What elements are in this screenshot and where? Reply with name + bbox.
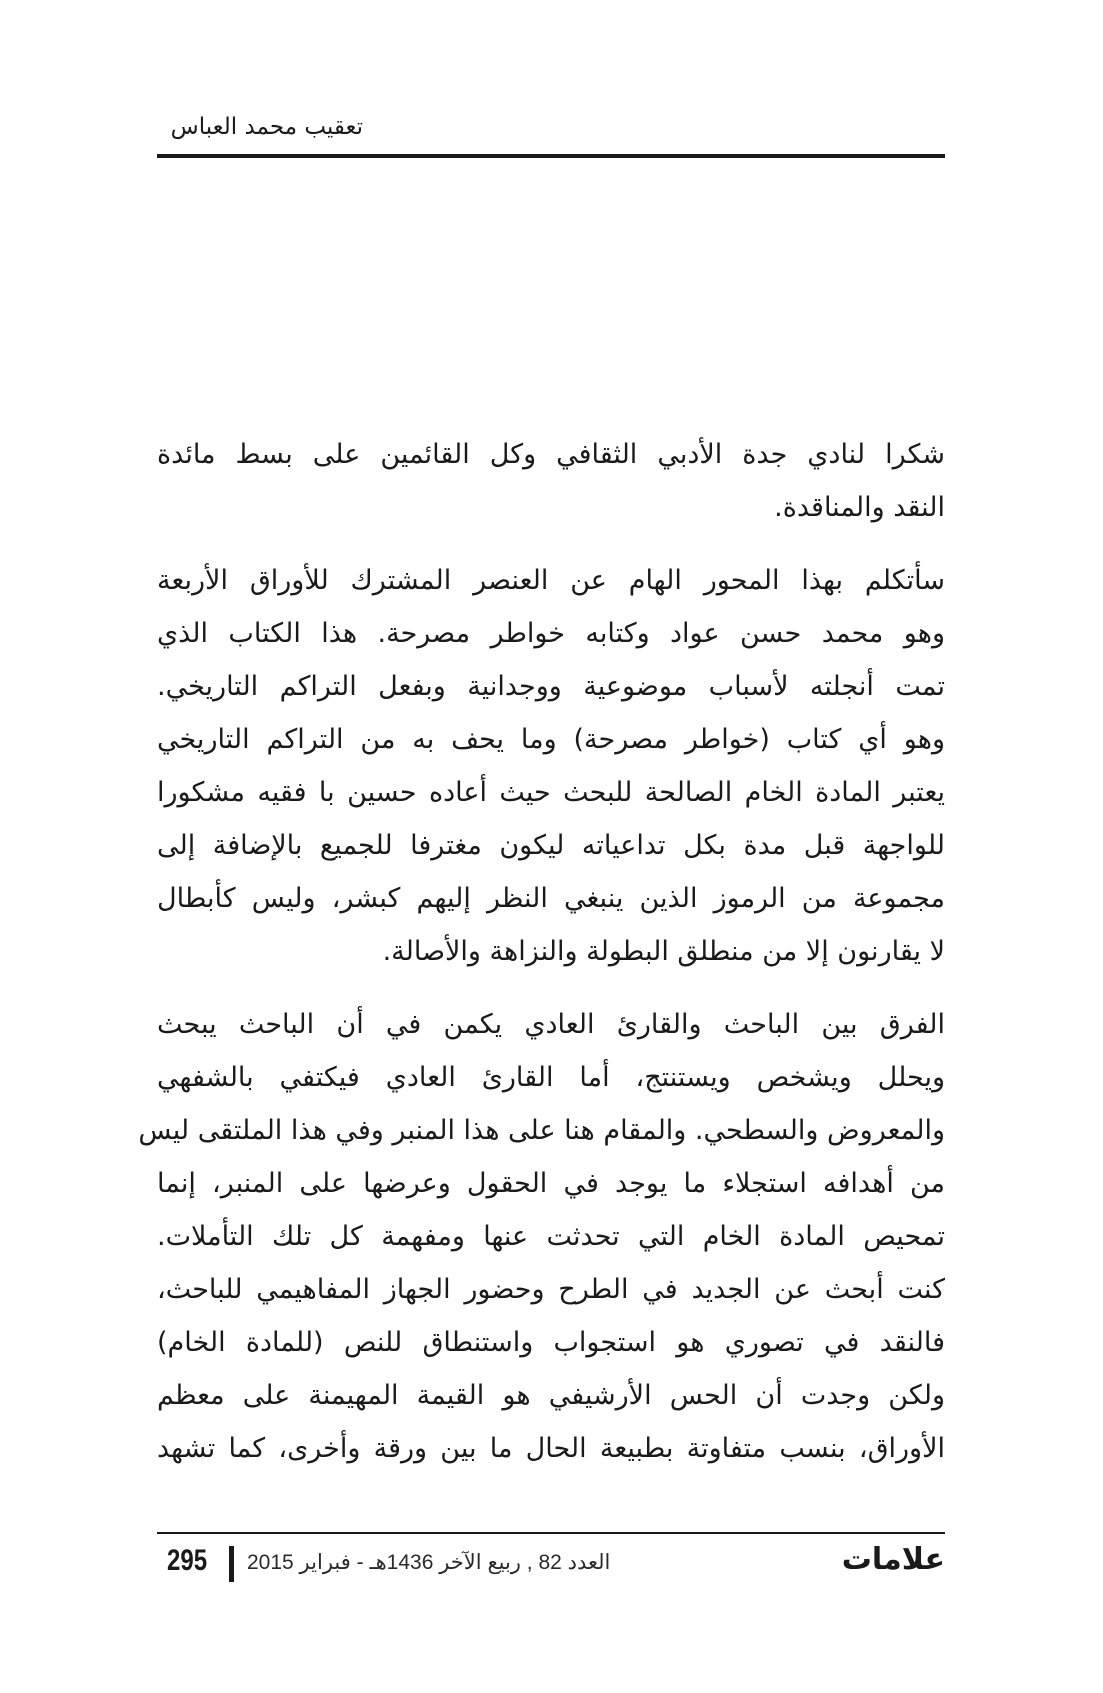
text-line: للواجهة قبل مدة بكل تداعياته ليكون مغترفا للجميع بالإضافة إلى (157, 830, 945, 861)
running-header-title: تعقيب محمد العباس (170, 114, 363, 140)
journal-logo: علامات (841, 1542, 945, 1577)
text-line: فالنقد في تصوري هو استجواب واستنطاق للنص (للمادة الخام) (157, 1327, 945, 1358)
text-line: وهو أي كتاب (خواطر مصرحة) وما يحف به من التراكم التاريخي (157, 724, 945, 755)
text-line: يعتبر المادة الخام الصالحة للبحث حيث أعاده حسين با فقيه مشكورا (157, 777, 945, 808)
body-text (138, 428, 945, 1495)
text-line: كنت أبحث عن الجديد في الطرح وحضور الجهاز المفاهيمي للباحث، (157, 1274, 945, 1305)
page-number: 295 (167, 1544, 208, 1577)
text-line: تمت أنجلته لأسباب موضوعية ووجدانية وبفعل التراكم التاريخي. (157, 671, 945, 702)
page-footer (157, 1544, 945, 1588)
paragraph-2 (157, 554, 945, 978)
text-line: الفرق بين الباحث والقارئ العادي يكمن في أن الباحث يبحث (157, 1009, 945, 1040)
paragraph-1 (157, 428, 945, 534)
text-line: ويحلل ويشخص ويستنتج، أما القارئ العادي فيكتفي بالشفهي (157, 1062, 945, 1093)
footer-divider (229, 1546, 234, 1582)
text-line: من أهدافه استجلاء ما يوجد في الحقول وعرضها على المنبر، إنما (157, 1168, 945, 1199)
issue-info: العدد 82 , ربيع الآخر 1436هـ - فبراير 2015 (247, 1551, 611, 1574)
text-line: تمحيص المادة الخام التي تحدثت عنها ومفهمة كل تلك التأملات. (157, 1221, 945, 1252)
text-line: النقد والمناقدة. (774, 492, 945, 523)
text-line: مجموعة من الرموز الذين ينبغي النظر إليهم كبشر، وليس كأبطال (157, 883, 945, 914)
text-line: وهو محمد حسن عواد وكتابه خواطر مصرحة. هذا الكتاب الذي (157, 618, 945, 649)
text-line: شكرا لنادي جدة الأدبي الثقافي وكل القائمين على بسط مائدة (157, 439, 945, 470)
paragraph-3 (138, 998, 945, 1475)
text-line: والمعروض والسطحي. والمقام هنا على هذا المنبر وفي هذا الملتقى ليس (138, 1115, 945, 1146)
text-line: لا يقارنون إلا من منطلق البطولة والنزاهة والأصالة. (382, 936, 945, 967)
text-line: الأوراق، بنسب متفاوتة بطبيعة الحال ما بين ورقة وأخرى، كما تشهد (157, 1433, 945, 1464)
footer-rule (157, 1532, 945, 1534)
header-rule (157, 154, 945, 158)
text-line: ولكن وجدت أن الحس الأرشيفي هو القيمة المهيمنة على معظم (157, 1380, 945, 1411)
text-line: سأتكلم بهذا المحور الهام عن العنصر المشترك للأوراق الأربعة (157, 565, 945, 596)
